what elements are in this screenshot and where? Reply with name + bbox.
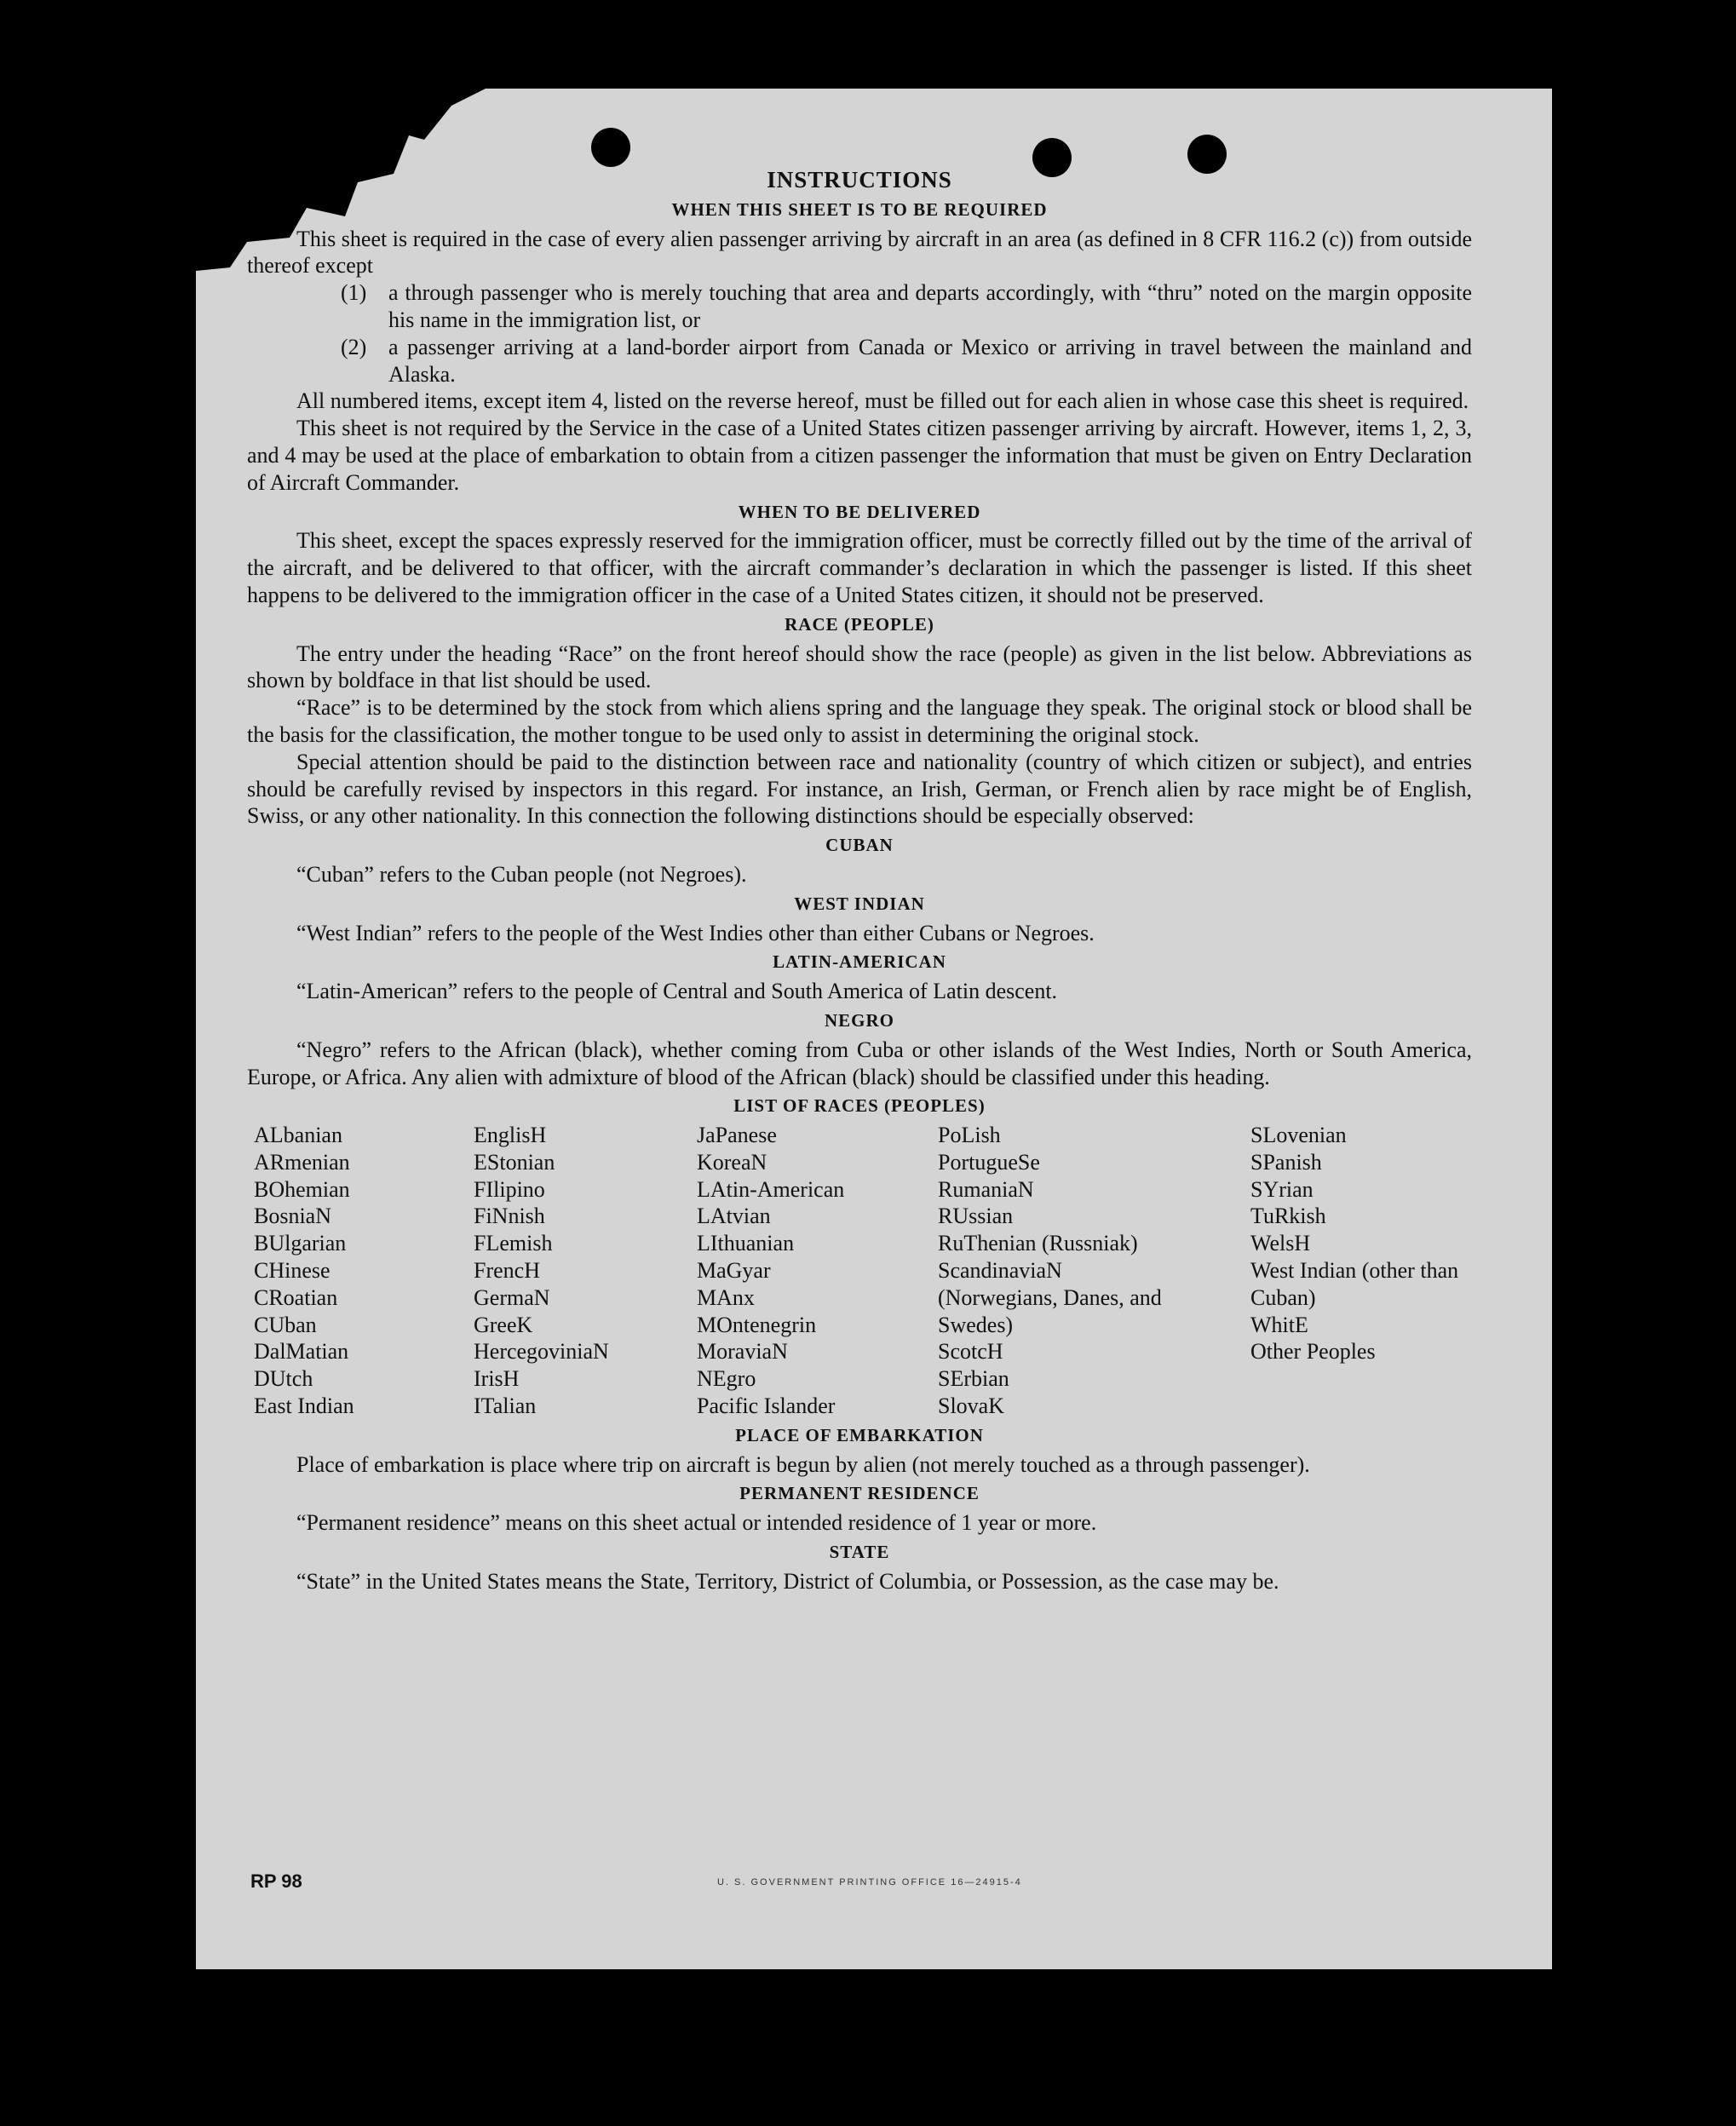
races-column-2 [474,1122,697,1420]
race-entry: SYrian [1250,1176,1313,1202]
race-entry: LAtin-American [697,1176,845,1202]
race-entry: BOhemian [254,1176,350,1202]
race-entry: SLovenian [1250,1123,1347,1148]
race-entry: KoreaN [697,1149,767,1175]
race-entry: DalMatian [254,1339,349,1365]
exception-text: a through passenger who is merely touching that area and departs accordingly, with “thru” noted on the margin opposite his name in the immigration list, or [388,280,1472,332]
heading-when-delivered: WHEN TO BE DELIVERED [738,501,981,522]
heading-race: RACE (PEOPLE) [785,613,934,635]
punch-hole-left [591,128,630,167]
when-delivered-text: This sheet, except the spaces expressly reserved for the immigration officer, must be correctly filled out by the time of the arrival of the aircraft, and be delivered to that officer, with the aircraft commander’s declaration in which the passenger is listed. If this sheet happens to be delivered to the immigration officer in the case of a United States citizen, it should not be preserved. [247,528,1472,607]
cuban-text: “Cuban” refers to the Cuban people (not Negroes). [296,861,747,887]
race-entry: SlovaK [938,1393,1004,1419]
race-entry: GreeK [474,1312,533,1337]
exception-number: (1) [341,280,367,306]
heading-cuban: CUBAN [825,835,894,856]
document-sheet [196,89,1552,1969]
race-entry: RuThenian (Russniak) [938,1231,1138,1256]
exception-item [247,334,1472,388]
race-entry: ARmenian [254,1149,350,1175]
exception-item [247,279,1472,334]
permanent-residence-text: “Permanent residence” means on this sheet actual or intended residence of 1 year or more. [296,1510,1097,1536]
races-column-5 [1250,1122,1470,1420]
heading-state: STATE [829,1542,890,1563]
race-entry: IrisH [474,1366,520,1392]
heading-negro: NEGRO [824,1009,894,1031]
race-entry: LAtvian [697,1204,771,1229]
race-entry: West Indian (other than Cuban) [1250,1258,1459,1310]
race-entry: SErbian [938,1366,1009,1392]
race-entry: CHinese [254,1258,331,1284]
races-column-1 [247,1122,474,1420]
race-entry: SPanish [1250,1149,1322,1175]
race-entry: BosniaN [254,1204,331,1229]
race-entry: HercegoviniaN [474,1339,609,1365]
race-paragraph-3: Special attention should be paid to the distinction between race and nationality (country of which citizen or subject), and entries should be carefully revised by inspectors in this regard. For instance, an Irish, German, or French alien by race might be of English, Swiss, or any other nationality. In this connection the following distinctions should be especially observed: [247,749,1472,829]
race-entry: LIthuanian [697,1231,795,1256]
heading-west-indian: WEST INDIAN [794,893,925,914]
heading-when-required: WHEN THIS SHEET IS TO BE REQUIRED [671,198,1048,220]
races-list [247,1122,1472,1420]
race-entry: WhitE [1250,1312,1308,1337]
race-entry: FLemish [474,1231,553,1256]
race-entry: FrencH [474,1258,540,1284]
negro-text: “Negro” refers to the African (black), whether coming from Cuba or other islands of the West Indies, North or South America, Europe, or Africa. Any alien with admixture of blood of the African (black) should be classified under this heading. [247,1037,1472,1089]
race-entry: EStonian [474,1149,555,1175]
numbered-items-paragraph: All numbered items, except item 4, listed on the reverse hereof, must be filled out for each alien in whose case this sheet is required. [296,388,1469,414]
west-indian-text: “West Indian” refers to the people of the West Indies other than either Cubans or Negroes. [296,920,1095,945]
race-entry: GermaN [474,1284,550,1310]
race-entry: DUtch [254,1366,313,1392]
heading-latin-american: LATIN-AMERICAN [773,951,946,973]
race-entry: FIlipino [474,1176,545,1202]
race-entry: PoLish [938,1123,1001,1148]
heading-permanent-residence: PERMANENT RESIDENCE [739,1483,980,1504]
race-entry: ALbanian [254,1123,342,1148]
race-entry: ScandinaviaN (Norwegians, Danes, and Swedes) [938,1258,1162,1337]
race-entry: NEgro [697,1366,756,1392]
race-entry: MaGyar [697,1258,771,1284]
races-column-4 [938,1122,1250,1420]
latin-american-text: “Latin-American” refers to the people of Central and South America of Latin descent. [296,979,1058,1004]
race-entry: WelsH [1250,1231,1311,1256]
heading-embarkation: PLACE OF EMBARKATION [735,1424,984,1445]
printer-imprint: U. S. GOVERNMENT PRINTING OFFICE 16—24915-4 [717,1877,1022,1888]
race-entry: CRoatian [254,1284,338,1310]
page-title: INSTRUCTIONS [767,167,952,192]
race-entry: East Indian [254,1393,354,1419]
race-entry: JaPanese [697,1123,777,1148]
race-paragraph-1: The entry under the heading “Race” on the front hereof should show the race (people) as given in the list below. Abbreviations as shown by boldface in that list should be used. [247,641,1472,693]
exception-number: (2) [341,334,367,359]
race-entry: ITalian [474,1393,537,1419]
race-entry: RumaniaN [938,1176,1034,1202]
embarkation-text: Place of embarkation is place where trip on aircraft is begun by alien (not merely touched as a through passenger). [296,1451,1310,1477]
citizen-paragraph: This sheet is not required by the Service in the case of a United States citizen passenger arriving by aircraft. However, items 1, 2, 3, and 4 may be used at the place of embarkation to obtain from a citizen passenger the information that must be given on Entry Declaration of Aircraft Commander. [247,416,1472,495]
race-entry: MOntenegrin [697,1312,817,1337]
race-entry: Other Peoples [1250,1339,1376,1365]
race-entry: CUban [254,1312,317,1337]
form-number: RP 98 [250,1870,302,1892]
race-entry: BUlgarian [254,1231,347,1256]
race-entry: MoraviaN [697,1339,788,1365]
race-paragraph-2: “Race” is to be determined by the stock from which aliens spring and the language they speak. The original stock or blood shall be the basis for the classification, the mother tongue to be used only to assist in determining the original stock. [247,695,1472,747]
race-entry: EnglisH [474,1123,547,1148]
exception-text: a passenger arriving at a land-border airport from Canada or Mexico or arriving in travel between the mainland and Alaska. [388,334,1472,387]
race-entry: ScotcH [938,1339,1003,1365]
race-entry: RUssian [938,1204,1014,1229]
races-column-3 [697,1122,938,1420]
race-entry: FiNnish [474,1204,545,1229]
race-entry: MAnx [697,1284,755,1310]
race-entry: Pacific Islander [697,1393,836,1419]
instructions-content [247,167,1472,1595]
when-required-intro: This sheet is required in the case of every alien passenger arriving by aircraft in an area (as defined in 8 CFR 116.2 (c)) from outside thereof except [247,226,1472,279]
race-entry: PortugueSe [938,1149,1040,1175]
heading-races-list: LIST OF RACES (PEOPLES) [733,1095,986,1117]
race-entry: TuRkish [1250,1204,1326,1229]
state-text: “State” in the United States means the State, Territory, District of Columbia, or Possession, as the case may be. [296,1568,1279,1594]
